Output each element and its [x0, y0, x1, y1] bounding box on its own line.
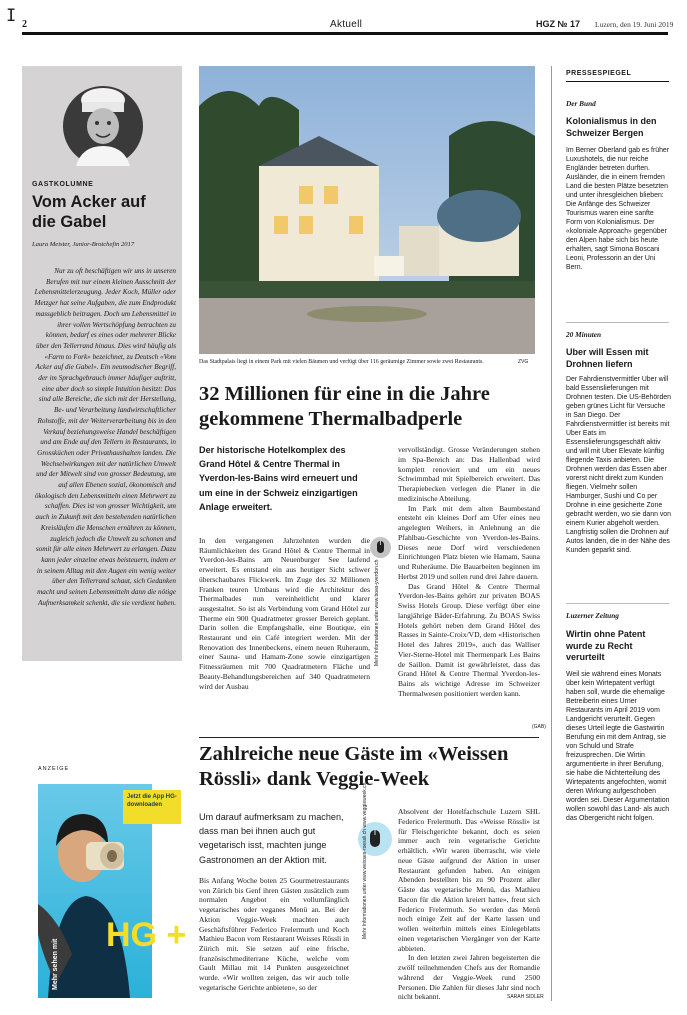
pressespiegel-rule [566, 81, 669, 82]
column-body: Nur zu oft beschäftigen wir uns in unseren Berufen mit nur einem kleinen Ausschnitt der Lebensmittelerzeugung. Jeder Koch, Müller oder Metzger hat seine Aufgaben, die zum Endprodukt massgeblich beitragen. Doch um Lebensmittel in ihrer vollen Wertschöpfung betrachten zu können, bedarf es eines oder mehrerer Blicke über den Tellerrand hinaus. Dies wird häufig als «Farm to Fork» bezeichnet, zu Deutsch «Vom Acker auf die Gabel». Ein neumodischer Begriff, der im Sprachgebrauch immer häufiger auftritt, eine aber doch so simple Intuition besitzt: Das sind alle Bereiche, die sich mit der Herstellung, Be- und Verarbeitung landwirtschaftlicher Rohstoffe, mit der Weiterverarbeitung bis in den Verkauf beziehungsweise Handel beschäftigen und am Ende auf den Tellern in Restaurants, in Grossküchen oder Privathaushalten landen. Die Wechselwirkungen mit der natürlichen Umwelt und der Mitwelt sind von grosser Bedeutung, um auf allen Ebenen sozial, ökonomisch und ökologisch den Lebensmitteln einen Mehrwert zu schaffen. Dies ist von grosser Wichtigkeit, um auch in Zukunft mit den bestehenden natürlichen Kreisläufen die Menschen ernähren zu können, zugleich jedoch die Umwelt zu schonen und somit für alle einen Mehrwert zu erlangen. Dazu kann jeder einzelne etwas beisteuern, indem er in seinem Alltag mit den Augen ein wenig weiter über den Tellerrand schaut, sich Gedanken macht und seinen Lebensmitteln dann die nötige Aufmerksamkeit schenkt, die sie verdient haben. [34, 267, 176, 607]
press-source: Der Bund [566, 99, 596, 108]
article2-paragraph: Absolvent der Hotelfachschule Luzern SHL Federico Frelermuth. Das «Weisse Rössli» ist für Fleischgerichte bekannt, doch es seien immer auch rein vegetarische Gerichte erhältlich. «Wir waren überrascht, wie viele neue Gäste aufgrund der Aktion in unser Restaurant gefunden haben. An einigen Abenden bestellten bis zu 90 Prozent aller Gäste das vegetarische Menü, das Mathieu Bacon für die Aktion kreiert hatte», freut sich Federico Frelermuth. So werden das Menü noch einige Zeit auf der Karte lassen und wollen weiterhin mittels eines Einlegeblatts einen vegetarischen Viergänger von der Karte abbieten. [398, 807, 540, 953]
press-item-title: Uber will Essen mit Drohnen liefern [566, 347, 649, 369]
author-portrait [42, 86, 164, 166]
article1-body-col1: In den vergangenen Jahrzehnten wurden die Räumlichkeiten des Grand Hôtel & Centre Thermal in Yverdon-les-Bains am Neuenburger See laufend erweitert. Es entstand ein aus heutiger Sicht schwer überschaubares Flickwerk. Im Zuge des 32 Millionen Franken teuren Umbaus wird die Architektur des Thermalbades nun vereinheitlicht und klarer ausgestaltet. So ist als Verbindung vom Grand Hôtel zur Therme ein 900 Quadratmeter grosser Bereich geplant. Darin sollen die Empfangshalle, eine Boutique, ein Restaurant und ein Café integriert werden. Mit der Renovation des Innenbeckens, einem neuen Ruheraum, einer Sauna- und Hamam-Zone sowie einzigartigen Fitnessräumen mit 700 Quadratmetern Fläche und Beauty-Behandlungsbereichen auf 340 Quadratmetern wird der Ausbau [199, 536, 370, 691]
column-divider [551, 66, 552, 1001]
article2-author: SARAH SIDLER [507, 994, 544, 1000]
press-source: Luzerner Zeitung [566, 611, 619, 620]
article2-headline: Zahlreiche neue Gäste im «Weissen Rössli» dank Veggie-Week [199, 743, 509, 790]
header-rule [22, 32, 668, 35]
article1-author: (GAB) [532, 724, 546, 730]
issue-date: Luzern, den 19. Juni 2019 [595, 20, 674, 29]
article1-body-col2 [398, 445, 540, 699]
mouse-icon [370, 537, 391, 558]
ad-download-badge[interactable]: Jetzt die App HG-downloaden [123, 790, 181, 824]
article1-headline: 32 Millionen für eine in die Jahre gekommene Thermalbadperle [199, 383, 490, 430]
ad-slogan: Mehr sehen mit [52, 938, 59, 990]
article1-paragraph: Das Grand Hôtel & Centre Thermal Yverdon-les-Bains gehört zur privaten BOAS Swiss Hotels Group. Diese verfügt über eine langjährige Bäder-Erfahrung. Zu BOAS Swiss Hotels gehört neben dem Grand Hôtel des Rasses in Sainte-Croix/VD, dem «Historischen Hotel des Jahres 2019», auch das Walliser Vier-Sterne-Hotel mit Thermenpark Les Bains de Saillon. Damit ist gewährleistet, dass das Grand Hôtel & Centre Thermal Yverdon-les-Bains als wichtige Adresse im Schweizer Thermalwesen positioniert werden kann. [398, 581, 540, 698]
article1-paragraph: Im Park mit dem alten Baumbestand entsteht ein kleines Dorf am Ufer eines neu angelegten Weihers, in Anlehnung an die Pfahlbau-Geschichte von Yverdon-les-Bains. Dieses neue Dorf wird verschiedenen Einrichtungen Platz bieten wie Hamam, Sauna und Ruheräume. Die Bauarbeiten beginnen im Herbst 2019 und sollen rund drei Jahre dauern. [398, 503, 540, 581]
press-item-body: Weil sie während eines Monats über kein Wirtepatent verfügt haben soll, wurde die ehemalige Betreiberin eines Urner Restaurants im April 2019 vom Landgericht verurteilt. Gegen dieses Urteil legte die Gastwirtin Berufung ein mit dem Antrag, sie von Schuld und Strafe freizusprechen. Die Wirtin argumentierte in ihrer Berufung, sie habe die Nichterteilung des Wirtepatents angefochten, womit deren Wirkung aufgeschoben worden sei. Dieser Argumentation wollen sowohl das Land- als auch das Obergericht nicht folgen. [566, 671, 670, 822]
press-divider [566, 322, 669, 323]
article2-info-link[interactable]: Mehr Informationen unter www.weisses-roessli.ch www.veggieweek.ch [362, 782, 368, 939]
article-divider [199, 737, 539, 738]
press-item-body: Der Fahrdienstvermittler Uber will bald Essenslieferungen mit Drohnen testen. Die US-Behörden geben grünes Licht für Versuche in San Diego. Der Fahrdienstvermittler ist bereits mit Uber Eats im Essenslieferungsgeschäft aktiv und will mit Uber Elevate künftig fliegende Taxis anbieten. Die Drohnen werden das Essen aber vorerst nicht direkt zum Kunden fliegen. Vielmehr sollen Hamburger, Sushi und Co per Drohne in eine gesicherte Zone gebracht werden, wo sie dann von einem Kurier abgeholt werden. Langfristig sollen die Drohnen auf Autos landen, die in der Nähe des Kunden geparkt sind. [566, 376, 671, 554]
column-title: Vom Acker auf die Gabel [32, 193, 146, 231]
text-cursor-icon: I [6, 6, 17, 26]
ad-brand: HG + [106, 916, 187, 954]
press-divider [566, 603, 669, 604]
column-kicker: GASTKOLUMNE [32, 181, 94, 188]
article2-body-col2 [398, 807, 540, 1002]
ad-label: ANZEIGE [38, 766, 70, 772]
press-item-title: Wirtin ohne Patent wurde zu Recht verurteilt [566, 629, 646, 662]
press-item-title: Kolonialismus in den Schweizer Bergen [566, 116, 657, 138]
hotel-photo [199, 66, 535, 354]
article1-paragraph: vervollständigt. Grosse Veränderungen stehen im Spa-Bereich an: Das Hallenbad wird komplett renoviert und um ein neues Schwimmbad mit Spielbereich erweitert. Das Therapiebecken verlegen die Planer in die medizinische Abteilung. [398, 445, 540, 503]
article2-paragraph: In den letzten zwei Jahren begeisterten die zwölf teilnehmenden Chefs aus der Romandie während der Veggie-Week rund 2500 Personen. Die Zahlen für dieses Jahr sind noch nicht bekannt. [398, 953, 540, 1002]
article1-lead: Der historische Hotelkomplex des Grand Hôtel & Centre Thermal in Yverdon-les-Bains wird erneuert und um eine in der Schweiz einzigartigen Anlage erweitert. [199, 445, 358, 512]
photo-credit: ZVG [518, 359, 529, 365]
pressespiegel-title: PRESSESPIEGEL [566, 70, 632, 77]
page-number: 2 [22, 19, 27, 30]
photo-caption: Das Stadtpalais liegt in einem Park mit vielen Bäumen und verfügt über 116 geräumige Zimmer sowie zwei Restaurants. [199, 359, 484, 365]
press-source: 20 Minuten [566, 330, 602, 339]
section-title: Aktuell [330, 19, 363, 30]
press-item-body: Im Berner Oberland gab es früher Luxushotels, die nur reiche Engländer betreten durften. Ausländer, die in einem fremden Land die besten Plätze besetzten und unter ihresgleichen blieben: Die Anfänge des Schweizer Tourismus waren eine sanfte Form von Kolonialismus. Der «koloniale Approach» gegenüber den Alpen habe sich bis heute erhalten, sagt Simona Boscani Leoni, Professorin an der Uni Bern. [566, 147, 670, 271]
newspaper-issue: HGZ № 17 [536, 19, 581, 29]
article1-info-link[interactable]: Mehr Informationen unter www.boas-yverdon.ch [374, 559, 380, 666]
article2-lead: Um darauf aufmerksam zu machen, dass man bei ihnen auch gut vegetarisch isst, machten junge Gastronomen an der Aktion mit. [199, 812, 344, 865]
article2-body-col1: Bis Anfang Woche boten 25 Gourmetrestaurants von Zürich bis Genf ihren Gästen zusätzlich zum normalen Angebot ein vollumfänglich vegetarisches oder veganes Menü an. Bei der Aktion Veggie-Week machten auch Geschäftsführer Federico Frelermuth und Koch Mathieu Bacon vom Restaurant Weisses Rössli in Zürich mit. Sie setzen auf eine frische, französischmediterrane Küche, welche vom Gault Millau mit 14 Punkten ausgezeichnet wurde. «Wir wollten zeigen, das wir auch tolle vegetarische Gerichte anbieten», so der [199, 876, 349, 992]
column-author: Laura Meister, Junior-Brotchefin 2017 [32, 241, 135, 248]
